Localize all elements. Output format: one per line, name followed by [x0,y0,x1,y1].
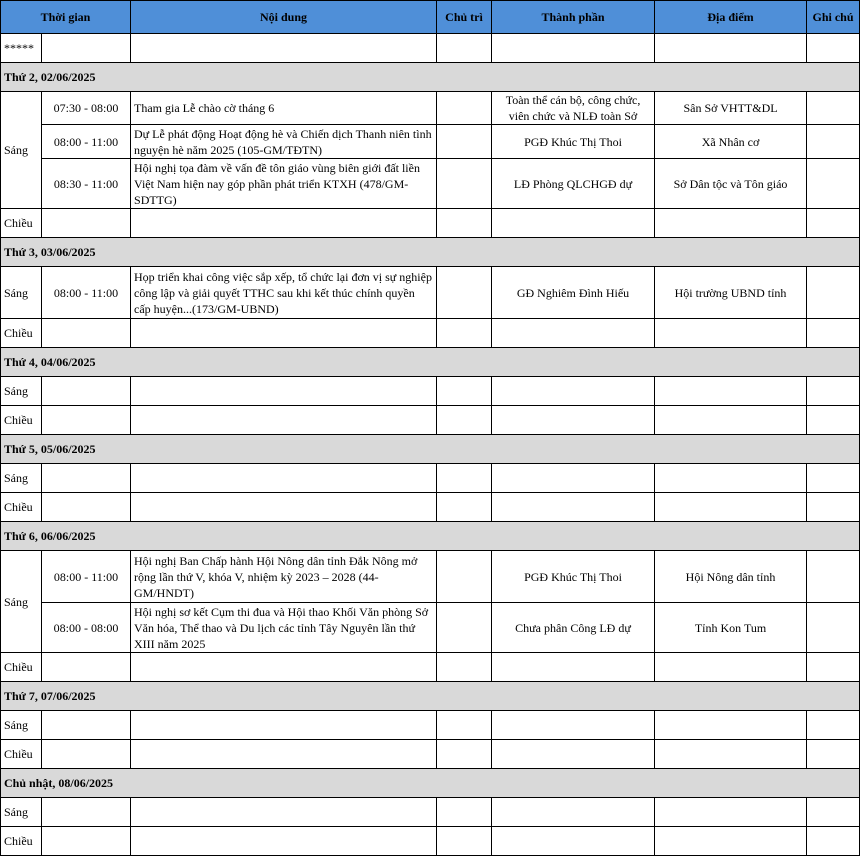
session-afternoon: Chiều [1,406,42,435]
event-time: 07:30 - 08:00 [42,92,131,125]
event-participants: PGĐ Khúc Thị Thoi [492,551,655,603]
event-time: 08:00 - 11:00 [42,551,131,603]
event-content: Tham gia Lễ chào cờ tháng 6 [131,92,437,125]
day-title: Thứ 2, 02/06/2025 [1,63,860,92]
event-content: Hội nghị tọa đàm về vấn đề tôn giáo vùng biên giới đất liền Việt Nam hiện nay góp phần phát triển KTXH (478/GM-SDTTG) [131,159,437,209]
afternoon-row [1,740,860,769]
day-title: Thứ 5, 05/06/2025 [1,435,860,464]
event-chair [437,551,492,603]
event-row [1,125,860,159]
event-location: Sân Sở VHTT&DL [655,92,807,125]
day-header-row [1,522,860,551]
header-note: Ghi chú [807,1,860,34]
event-note [807,267,860,319]
day-title: Chủ nhật, 08/06/2025 [1,769,860,798]
day-header-row [1,348,860,377]
header-location: Địa điểm [655,1,807,34]
event-time: 08:00 - 11:00 [42,267,131,319]
event-location: Tỉnh Kon Tum [655,603,807,653]
session-afternoon: Chiều [1,653,42,682]
event-content: Dự Lễ phát động Hoạt động hè và Chiến dịch Thanh niên tình nguyện hè năm 2025 (105-GM/TĐTN) [131,125,437,159]
event-location: Hội Nông dân tỉnh [655,551,807,603]
event-participants: LĐ Phòng QLCHGĐ dự [492,159,655,209]
event-time: 08:30 - 11:00 [42,159,131,209]
session-afternoon: Chiều [1,827,42,856]
event-note [807,92,860,125]
stars-row [1,34,860,63]
header-time: Thời gian [1,1,131,34]
event-chair [437,603,492,653]
afternoon-row [1,319,860,348]
day-title: Thứ 7, 07/06/2025 [1,682,860,711]
event-content: Họp triển khai công việc sắp xếp, tổ chức lại đơn vị sự nghiệp công lập và giải quyết TTHC sau khi kết thúc chính quyền cấp huyện...(173/GM-UBND) [131,267,437,319]
session-morning: Sáng [1,551,42,653]
day-title: Thứ 3, 03/06/2025 [1,238,860,267]
event-chair [437,267,492,319]
day-header-row [1,63,860,92]
event-content: Hội nghị sơ kết Cụm thi đua và Hội thao Khối Văn phòng Sở Văn hóa, Thể thao và Du lịch các tỉnh Tây Nguyên lần thứ XIII năm 2025 [131,603,437,653]
afternoon-row [1,406,860,435]
event-participants: Chưa phân Công LĐ dự [492,603,655,653]
morning-row [1,798,860,827]
morning-row [1,464,860,493]
event-note [807,551,860,603]
session-afternoon: Chiều [1,209,42,238]
session-morning: Sáng [1,464,42,493]
session-morning: Sáng [1,92,42,209]
day-title: Thứ 4, 04/06/2025 [1,348,860,377]
event-row [1,267,860,319]
event-note [807,603,860,653]
afternoon-row [1,209,860,238]
event-location: Hội trường UBND tỉnh [655,267,807,319]
event-participants: PGĐ Khúc Thị Thoi [492,125,655,159]
session-morning: Sáng [1,711,42,740]
day-title: Thứ 6, 06/06/2025 [1,522,860,551]
day-header-row [1,238,860,267]
session-afternoon: Chiều [1,740,42,769]
session-morning: Sáng [1,267,42,319]
session-morning: Sáng [1,798,42,827]
session-afternoon: Chiều [1,319,42,348]
session-afternoon: Chiều [1,493,42,522]
event-row [1,603,860,653]
event-participants: GĐ Nghiêm Đình Hiếu [492,267,655,319]
day-header-row [1,769,860,798]
event-row [1,92,860,125]
day-header-row [1,682,860,711]
afternoon-row [1,493,860,522]
event-row [1,551,860,603]
afternoon-row [1,827,860,856]
morning-row [1,377,860,406]
event-chair [437,125,492,159]
event-time: 08:00 - 11:00 [42,125,131,159]
event-content: Hội nghị Ban Chấp hành Hội Nông dân tỉnh Đắk Nông mở rộng lần thứ V, khóa V, nhiệm kỳ 2023 – 2028 (44-GM/HNDT) [131,551,437,603]
afternoon-row [1,653,860,682]
header-content: Nội dung [131,1,437,34]
event-chair [437,159,492,209]
session-morning: Sáng [1,377,42,406]
event-note [807,159,860,209]
event-note [807,125,860,159]
header-participants: Thành phần [492,1,655,34]
day-header-row [1,435,860,464]
stars-cell: ***** [1,34,42,63]
morning-row [1,711,860,740]
event-chair [437,92,492,125]
event-location: Xã Nhân cơ [655,125,807,159]
event-location: Sở Dân tộc và Tôn giáo [655,159,807,209]
event-time: 08:00 - 08:00 [42,603,131,653]
header-row [1,1,860,34]
event-row [1,159,860,209]
header-chair: Chủ trì [437,1,492,34]
event-participants: Toàn thể cán bộ, công chức, viên chức và NLĐ toàn Sở [492,92,655,125]
